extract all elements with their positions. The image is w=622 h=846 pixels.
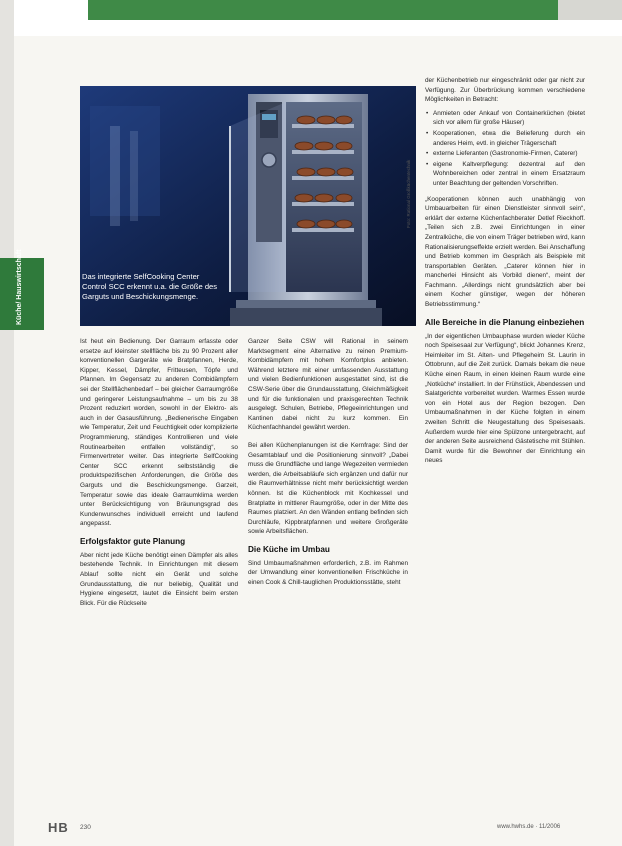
paragraph: Ganzer Seite CSW will Rational in seinem Marktsegment eine Alternative zu reinen Premium-Kombidämpfern mit hohem Komfortplus anbieten. Während letztere mit einer umfassenden Ausstattung und vielen Bedienfunktionen ausgestattet sind, ist die CSW-Serie über die Grundausstattung, Gleichmäßigkeit und für die funktionalen und praxisgerechten Technik ausgelegt. Schulen, Betriebe, Pflegeeinrichtungen und Kantinen dabei nicht zu kurz kommen. Ein Küchenfachhandel gewährt werden.	[248, 338, 408, 432]
magazine-logo: HB	[48, 820, 69, 835]
page-left-margin	[0, 0, 14, 846]
paragraph: der Küchenbetrieb nur eingeschränkt oder gar nicht zur Verfügung. Zur Überbrückung kommen verschiedene Möglichkeiten in Betracht:	[425, 77, 585, 104]
list-item: • eigene Kaltverpflegung: dezentral auf den Wohnbereichen oder zentral in einem Ersatzraum unter Beachtung der geltenden Vorschriften.	[433, 160, 585, 189]
paragraph: Aber nicht jede Küche benötigt einen Dämpfer als alles bestehende Technik. In Einrichtungen mit diesem Ablauf sollte nicht ein Gerät und solche Grundausstattung, die nur beliebig, Qualität und Hygiene eingesetzt, lautet die Einsicht beim ersten Blick. Für die Rückseite	[80, 551, 238, 607]
photo-caption: Das integrierte SelfCooking Center Control SCC erkennt u.a. die Größe des Garguts und Beschickungsmenge.	[82, 272, 218, 301]
paragraph: Sind Umbaumaßnahmen erforderlich, z.B. im Rahmen der Umwandlung einer konventionellen Frischküche in einen Cook & Chill-tauglichen Produktionsstätte, steht	[248, 559, 408, 587]
article-column-1	[80, 337, 238, 608]
article-column-2	[248, 337, 408, 588]
section-heading: Die Küche im Umbau	[248, 544, 330, 554]
footer-url: www.hwhs.de · 11/2006	[497, 824, 561, 830]
list-item: • Anmieten oder Ankauf von Containerküchen (bietet sich vor allem für große Häuser)	[433, 109, 585, 128]
header-grey-band	[558, 0, 622, 20]
photo-credit: Foto: Rational Großküchentechnik	[406, 159, 411, 228]
list-item: • externe Lieferanten (Gastronomie-Firmen, Caterer)	[433, 149, 585, 159]
page-number: 230	[80, 824, 91, 831]
section-tab-label: Küche/ Hauswirtschaft	[16, 249, 23, 325]
paragraph: „Kooperationen können auch unabhängig von Umbauarbeiten für einen Dienstleister sinnvoll sein“, erklärt der externe Küchenfachberater Detlef Rieckhoff. „Teilen sich z.B. zwei Einrichtungen in einer Zentralküche, die von einem Träger betrieben wird, kann Rationalisierungseffekte erzielt werden. Bei Anschaffung und Betrieb kommen im Gespräch als Beispiele mit transportablen Geräten. „Caterer können hier in mancherlei Hinsicht als Vorbild dienen“, meint der Fachmann. „Allerdings nicht grundsätzlich aber bei einem Kocher günstiger, wegen der höheren Betriebsstimmung.“	[425, 195, 585, 309]
paragraph: Bei allen Küchenplanungen ist die Kernfrage: Sind der Gesamtablauf und die Positionierung sinnvoll? „Dabei muss die Grundfläche und lange Wegezeiten vermieden werden, die Arbeitsabläufe sich ergänzen und dafür nur die Raumverhältnisse nicht mehr berücksichtigt werden können. Ist die Küchenblock mit Kochkessel und Bratplatte in mittlerer Raumgröße, oder in der Mitte des Raumes platziert. An den Wänden entlang befinden sich Durchläufe, Kippbratpfannen und weitere Großgeräte sowie Arbeitsflächen.	[248, 441, 408, 536]
article-column-3	[425, 76, 585, 466]
list-item: • Kooperationen, etwa die Belieferung durch ein anderes Heim, evtl. in gleicher Trägerschaft	[433, 129, 585, 148]
section-heading: Alle Bereiche in die Planung einbeziehen	[425, 317, 585, 327]
paragraph: „In der eigentlichen Umbauphase wurden wieder Küche noch Speisesaal zur Verfügung“, blickt Johannes Krenz, Heimleiter im St. Alten- und Pflegeheim St. Laurin in Ottobrunn, auf die Zeit zurück. Damals bekam die neue Küche einen Raum, in einen kleinen Raum wurde eine „Notküche“ installiert. In der Frühstück, Abendessen und Salatgerichte vorbereitet wurden. Warmes Essen wurde von ein Hotel aus der Region bezogen. Den Umbaumaßnahmen in der Küche folgten in einem zweiten Schritt die Neugestaltung des Speisesaals. Außerdem wurde hier eine Spülzone untergebracht, auf der anderen Seite ausreichend Gästetische mit Stühlen. Damit wurde für die Bewohner der Einrichtung ein neues	[425, 332, 585, 465]
header-green-band	[88, 0, 558, 20]
bullet-list	[425, 109, 585, 189]
paragraph: Ist heut ein Bedienung. Der Garraum erfasste oder ersetze auf kleinster stellfläche bis zu 90 Prozent aller konventionellen Gargeräte wie Bratpfannen, Herde, Kipper, Kessel, Dämpfer, Fritteusen, Töpfe und Pfannen. Im Gegensatz zu anderen Combidämpfern sei der Stellflächenbedarf – bei gleicher Garraumgröße und geringerer Leistungsaufnahme – um bis zu 38 Prozent reduziert worden, sowohl in der Elektro- als auch in der Gasausführung. „Bedienerische Eingaben wie Temperatur, Zeit und Feuchtigkeit oder komplizierte Programmierung, ständiges Kontrollieren und viele Routinearbeiten entfallen vollständig“, so Firmenvertreter weiter. Das integrierte SelfCooking Center SCC erkennt selbstständig die produktspezifischen Anforderungen, die Größe des Garguts und die Beschickungsmenge. Garzeit, Temperatur sowie das ideale Garraumklima werden unter Berücksichtigung von Bräunungsgrad des Kundenwunsches individuell erreicht und laufend angepasst.	[80, 338, 238, 528]
section-heading: Erfolgsfaktor gute Planung	[80, 536, 186, 546]
